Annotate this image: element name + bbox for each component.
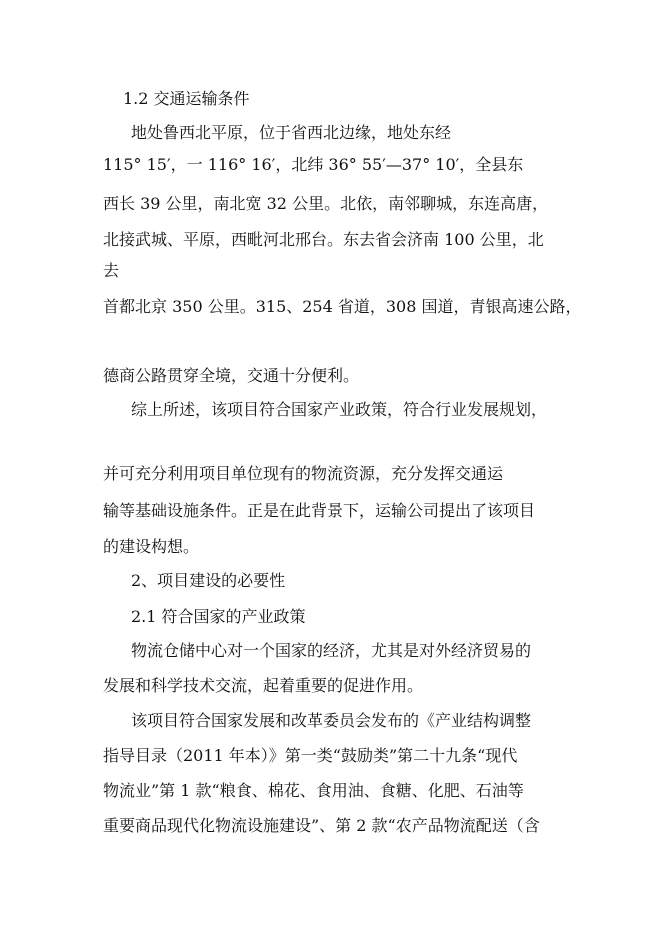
paragraph-line: 首都北京 350 公里。315、254 省道，308 国道，青银高速公路， — [103, 297, 582, 316]
paragraph-line: 物流仓储中心对一个国家的经济，尤其是对外经济贸易的 — [131, 641, 532, 660]
paragraph-line: 发展和科学技术交流，起着重要的促进作用。 — [103, 676, 424, 695]
paragraph-line: 并可充分利用项目单位现有的物流资源，充分发挥交通运 — [103, 464, 504, 483]
paragraph-line: 115° 15′，一 116° 16′，北纬 36° 55′—37° 10′，全县东 — [103, 155, 524, 174]
paragraph-line: 北接武城、平原，西毗河北邢台。东去省会济南 100 公里，北 — [103, 230, 544, 249]
paragraph-line: 地处鲁西北平原，位于省西北边缘，地处东经 — [131, 123, 452, 142]
paragraph-line: 综上所述，该项目符合国家产业政策，符合行业发展规划， — [131, 400, 548, 419]
paragraph-line: 指导目录（2011 年本）》第一类“鼓励类”第二十九条“现代 — [103, 746, 518, 765]
paragraph-line: 重要商品现代化物流设施建设”、第 2 款“农产品物流配送（含 — [103, 816, 540, 835]
paragraph-line: 输等基础设施条件。正是在此背景下，运输公司提出了该项目 — [103, 501, 536, 520]
paragraph-line: 物流业”第 1 款“粮食、棉花、食用油、食糖、化肥、石油等 — [103, 781, 524, 800]
paragraph-line: 的建设构想。 — [103, 537, 200, 556]
paragraph-line: 西长 39 公里，南北宽 32 公里。北依，南邻聊城，东连高唐， — [103, 194, 549, 213]
section-heading-necessity: 2、项目建设的必要性 — [131, 571, 286, 590]
paragraph-line: 德商公路贯穿全境，交通十分便利。 — [103, 366, 360, 385]
paragraph-line: 去 — [103, 261, 120, 280]
paragraph-line: 该项目符合国家发展和改革委员会发布的《产业结构调整 — [131, 711, 532, 730]
section-heading-transport: 1.2 交通运输条件 — [123, 89, 250, 108]
subsection-heading-policy: 2.1 符合国家的产业政策 — [131, 607, 306, 626]
